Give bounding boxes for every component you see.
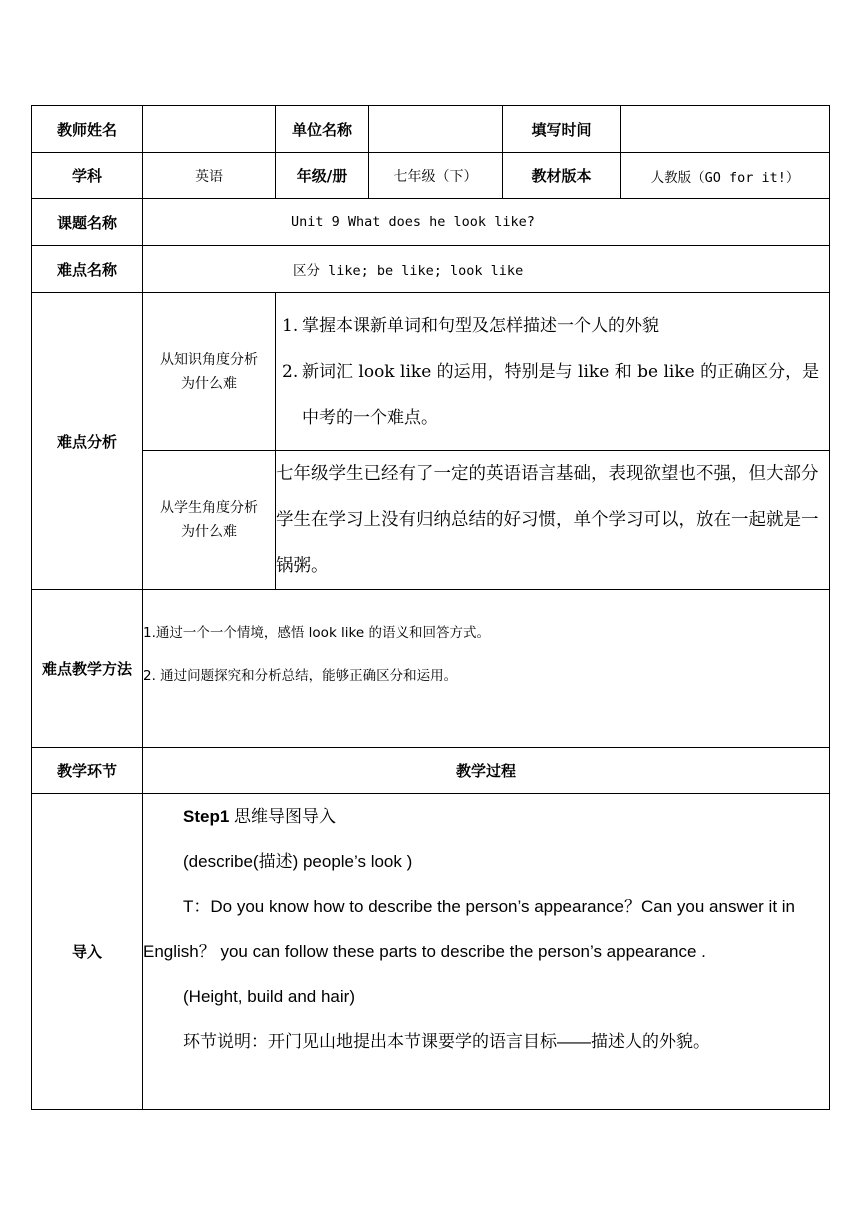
difficulty-value: 区分 like; be like; look like [143,246,830,293]
subject-label: 学科 [32,153,143,199]
question-paragraph: T：Do you know how to describe the person’s appearance？Can you answer it in English？ you can follow these parts to describe the person’s appearance . [143,897,796,961]
teacher-name-label: 教师姓名 [32,106,143,153]
grade-value: 七年级（下） [369,153,503,199]
analysis-knowledge-row [32,293,830,451]
method-item-1: 1.通过一个一个情境，感悟 look like 的语义和回答方式。 [143,625,490,641]
knowledge-item-2: 2. 新词汇 look like 的运用，特别是与 like 和 be like 的正确区分，是中考的一个难点。 [282,361,820,428]
teacher-name-value[interactable] [143,106,276,153]
textbook-label: 教材版本 [503,153,621,199]
student-analysis-content: 七年级学生已经有了一定的英语语言基础，表现欲望也不强，但大部分学生在学习上没有归纳总结的好习惯，单个学习可以，放在一起就是一锅粥。 [276,451,830,590]
method-label: 难点教学方法 [32,590,143,748]
student-angle-label [143,451,276,590]
knowledge-item-1: 1. 掌握本课新单词和句型及怎样描述一个人的外貌 [282,315,659,336]
topic-value: Unit 9 What does he look like? [143,199,830,246]
knowledge-angle-line-1: 从知识角度分析 [160,351,258,368]
unit-name-label: 单位名称 [276,106,369,153]
lesson-design-table [31,105,830,1110]
method-content [143,590,830,748]
teaching-process-header: 教学过程 [143,748,830,794]
intro-content [143,794,830,1110]
analysis-label: 难点分析 [32,293,143,590]
topic-row [32,199,830,246]
subject-value: 英语 [143,153,276,199]
student-angle-line-2: 为什么难 [181,524,237,540]
teaching-stage-header: 教学环节 [32,748,143,794]
textbook-value: 人教版（GO for it!） [621,153,830,199]
difficulty-label: 难点名称 [32,246,143,293]
knowledge-angle-line-2: 为什么难 [181,375,237,392]
describe-line: (describe(描述) people’s look ) [183,852,413,871]
intro-label: 导入 [32,794,143,1110]
grade-label: 年级/册 [276,153,369,199]
knowledge-angle-label [143,293,276,451]
step1-heading: Step1 思维导图导入 [183,807,337,826]
method-row [32,590,830,748]
knowledge-analysis-content [276,293,830,451]
student-angle-line-1: 从学生角度分析 [160,500,258,516]
difficulty-row [32,246,830,293]
fill-time-label: 填写时间 [503,106,621,153]
analysis-student-row [32,451,830,590]
info-row-2 [32,153,830,199]
process-header-row [32,748,830,794]
intro-row [32,794,830,1110]
stage-note: 环节说明：开门见山地提出本节课要学的语言目标——描述人的外貌。 [183,1032,710,1051]
method-item-2: 2. 通过问题探究和分析总结，能够正确区分和运用。 [143,668,458,684]
topic-label: 课题名称 [32,199,143,246]
fill-time-value[interactable] [621,106,830,153]
info-row-1 [32,106,830,153]
unit-name-value[interactable] [369,106,503,153]
parts-line: (Height, build and hair) [183,987,355,1006]
